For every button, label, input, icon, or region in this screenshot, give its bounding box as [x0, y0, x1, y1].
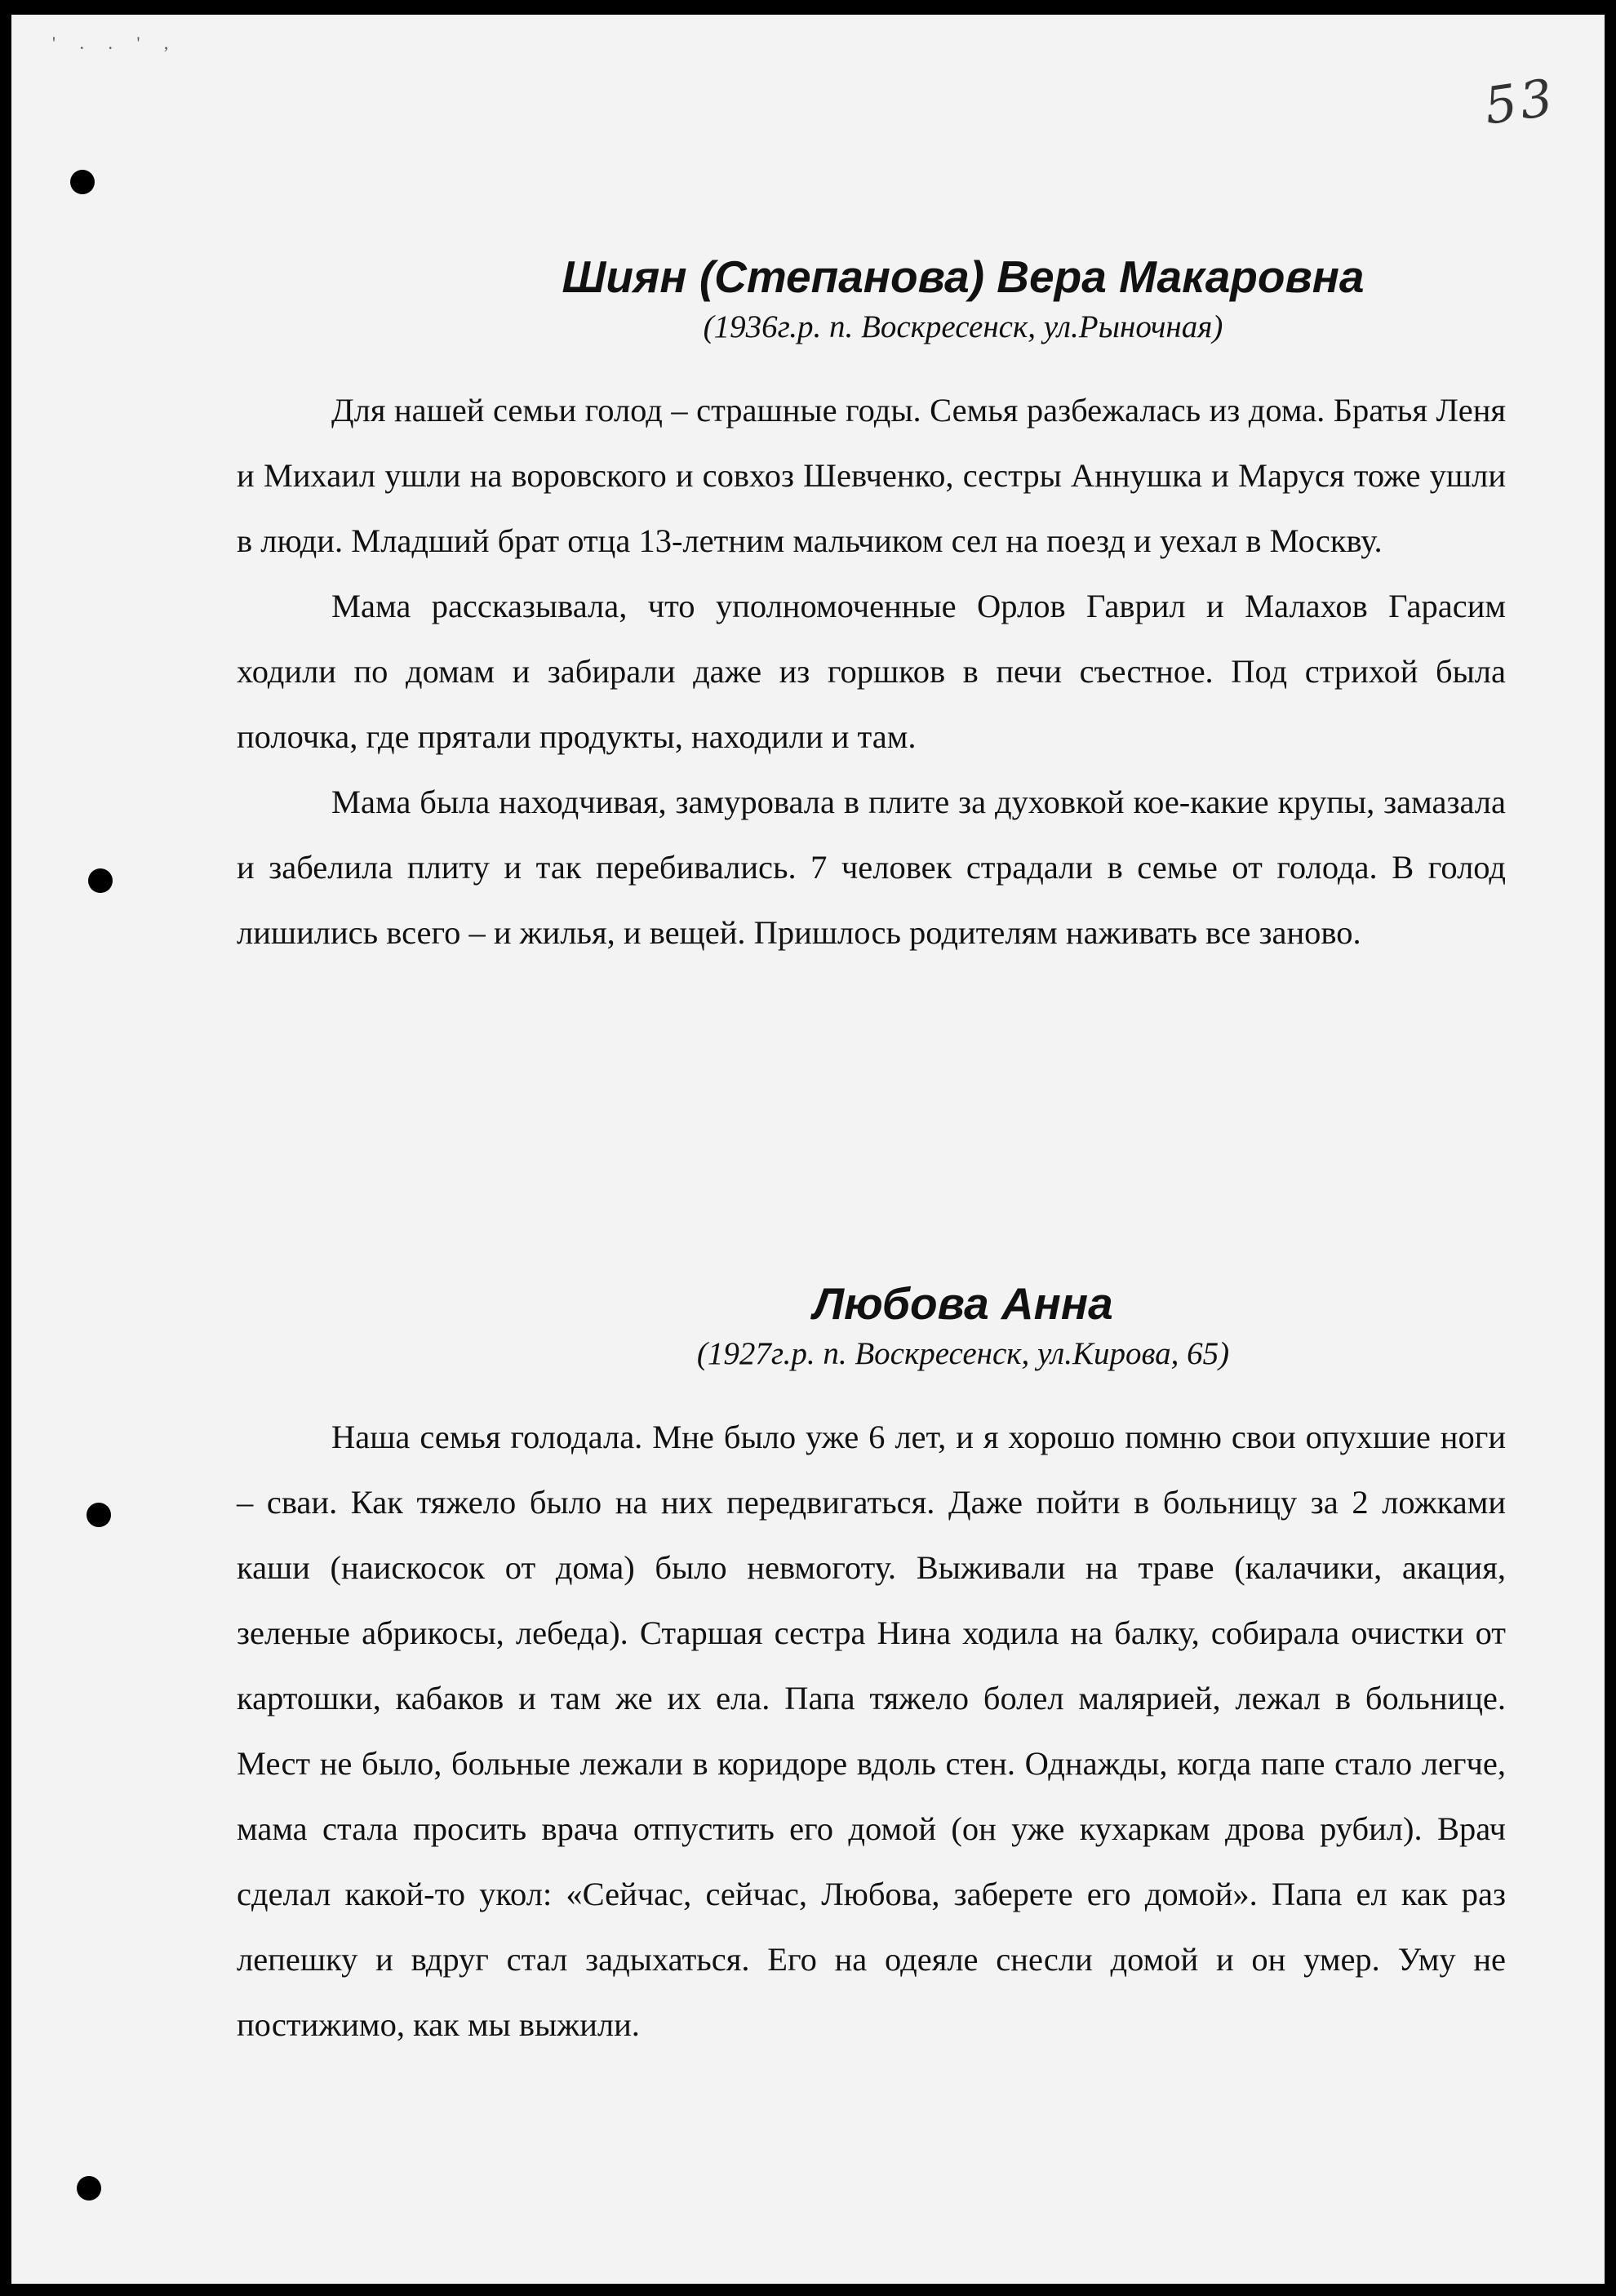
section-title: Любова Анна: [813, 1278, 1113, 1329]
handwritten-page-number: 53: [1481, 67, 1560, 136]
paragraph: Для нашей семьи голод – страшные годы. Семья разбежалась из дома. Братья Леня и Михаил ушли на воровского и совхоз Шевченко, сестры Аннушка и Маруся тоже ушли в люди. Младший брат отца 13-летним мальчиком сел на поезд и уехал в Москву.: [237, 392, 1506, 559]
punch-hole: [87, 1503, 111, 1527]
corner-pencil-mark: ' . . ' ,: [52, 33, 179, 53]
punch-hole: [88, 868, 113, 893]
testimony-section-lyubova: [237, 1274, 1526, 2058]
document-page: [11, 15, 1605, 2284]
paragraph: Наша семья голодала. Мне было уже 6 лет, и я хорошо помню свои опухшие ноги – сваи. Как тяжело было на них передвигаться. Даже пойти в больницу за 2 ложками каши (наискосок от дома) было невмоготу. Выживали на траве (калачики, акация, зеленые абрикосы, лебеда). Старшая сестра Нина ходила на балку, собирала очистки от картошки, кабаков и там же их ела. Папа тяжело болел малярией, лежал в больнице. Мест не было, больные лежали в коридоре вдоль стен. Однажды, когда папе стало легче, мама стала просить врача отпустить его домой (он уже кухаркам дрова рубил). Врач сделал какой-то укол: «Сейчас, сейчас, Любова, заберете его домой». Папа ел как раз лепешку и вдруг стал задыхаться. Его на одеяле снесли домой и он умер. Уму не постижимо, как мы выжили.: [237, 1419, 1506, 2043]
testimony-section-shiyan: [237, 247, 1526, 966]
paragraph: Мама рассказывала, что уполномоченные Орлов Гаврил и Малахов Гарасим ходили по домам и забирали даже из горшков в печи съестное. Под стрихой была полочка, где прятали продукты, находили и там.: [237, 588, 1506, 755]
section-title: Шиян (Степанова) Вера Макаровна: [562, 251, 1365, 302]
punch-hole: [70, 170, 95, 194]
section-subtitle: (1936г.р. п. Воскресенск, ул.Рыночная): [703, 309, 1223, 344]
punch-hole: [77, 2176, 101, 2201]
section-subtitle: (1927г.р. п. Воскресенск, ул.Кирова, 65): [696, 1336, 1230, 1371]
paragraph: Мама была находчивая, замуровала в плите за духовкой кое-какие крупы, замазала и забелила плиту и так перебивались. 7 человек страдали в семье от голода. В голод лишились всего – и жилья, и вещей. Пришлось родителям наживать все заново.: [237, 784, 1506, 951]
